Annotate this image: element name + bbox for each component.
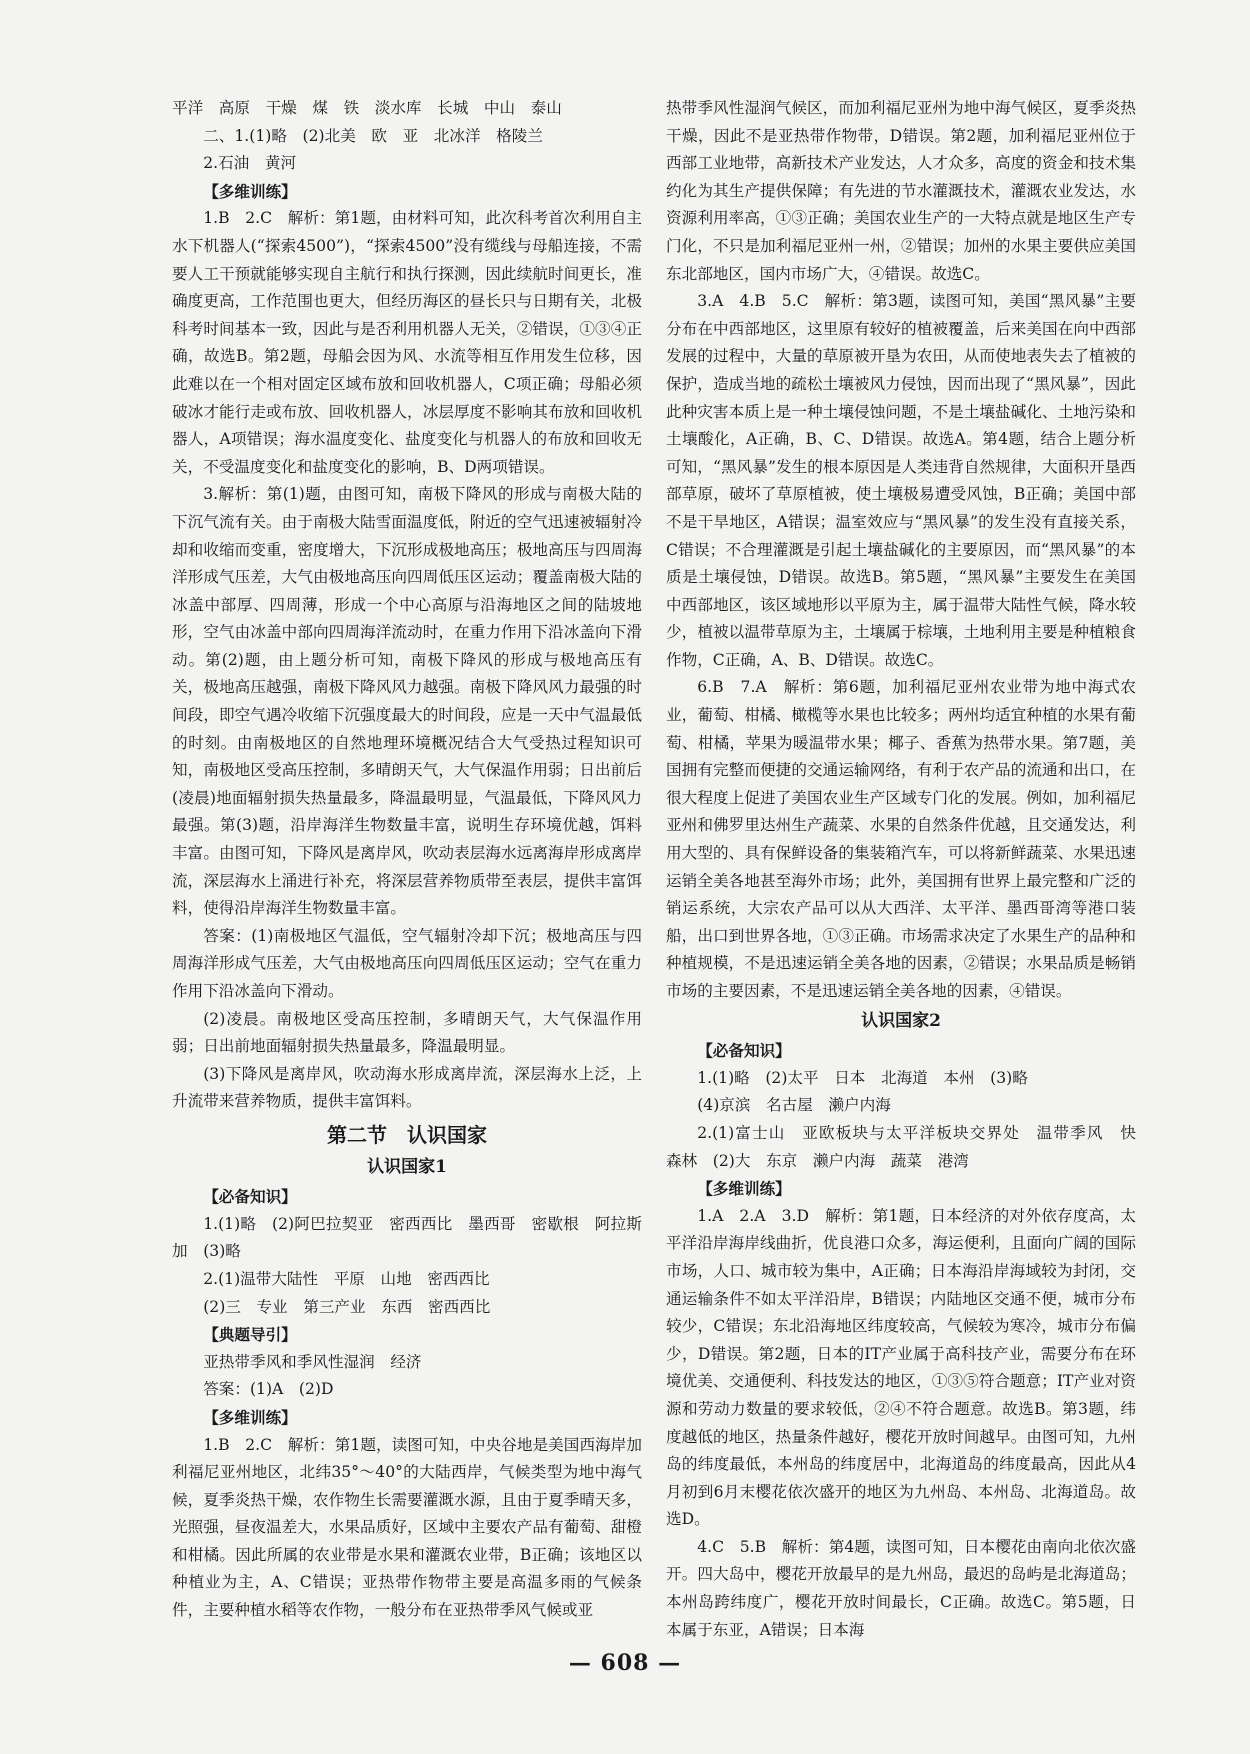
page-number: — 608 — — [568, 1650, 682, 1676]
section-heading: 第二节 认识国家 — [327, 1122, 487, 1147]
paragraph: 1.(1)略 (2)阿巴拉契亚 密西西比 墨西哥 密歇根 阿拉斯加 (3)略 — [172, 1214, 642, 1261]
paragraph: 6.B 7.A 解析：第6题，加利福尼亚州农业带为地中海式农业，葡萄、柑橘、橄榄等水果也比较多；两州均适宜种植的水果有葡萄、柑橘，苹果为暖温带水果；椰子、香蕉为热带水果。第7题，美国拥有完整而便捷的交通运输网络，有利于农产品的流通和出口，在很大程度上促进了美国农业生产区域专门化的发展。例如，加利福尼亚州和佛罗里达州生产蔬菜、水果的自然条件优越，且交通发达，利用大型的、具有保鲜设备的集装箱汽车，可以将新鲜蔬菜、水果迅速运销全美各地甚至海外市场；此外，美国拥有世界上最完整和广泛的销运系统，大宗农产品可以从大西洋、太平洋、墨西哥湾等港口装船，出口到世界各地，①③正确。市场需求决定了水果生产的品种和种植规模，不是迅速运销全美各地的因素，②错误；水果品质是畅销市场的主要因素，不是迅速运销全美各地的因素，④错误。 — [666, 678, 1136, 1000]
section-tag: 【多维训练】 — [203, 1407, 297, 1427]
right-column — [666, 95, 1152, 1644]
paragraph: (2)三 专业 第三产业 东西 密西西比 — [203, 1297, 491, 1316]
answer-paragraph: 答案：(1)南极地区气温低，空气辐射冷却下沉；极地高压与四周海洋形成气压差，大气由极地高压向四周低压区运动；空气在重力作用下沿冰盖向下滑动。 — [172, 926, 642, 1000]
paragraph: 3.A 4.B 5.C 解析：第3题，读图可知，美国“黑风暴”主要分布在中西部地区，这里原有较好的植被覆盖，后来美国在向中西部发展的过程中，大量的草原被开垦为农田，从而使地表失去了植被的保护，造成当地的疏松土壤被风力侵蚀，因而出现了“黑风暴”，因此此种灾害本质上是一种土壤侵蚀问题，不是土壤盐碱化、土地污染和土壤酸化，A正确，B、C、D错误。故选A。第4题，结合上题分析可知，“黑风暴”发生的根本原因是人类违背自然规律，大面积开垦西部草原，破坏了草原植被，使土壤极易遭受风蚀，B正确；美国中部不是干旱地区，A错误；温室效应与“黑风暴”的发生没有直接关系，C错误；不合理灌溉是引起土壤盐碱化的主要原因，而“黑风暴”的本质是土壤侵蚀，D错误。故选B。第5题，“黑风暴”主要发生在美国中西部地区，该区域地形以平原为主，属于温带大陆性气候，降水较少，植被以温带草原为主，土壤属于棕壤，土地利用主要是种植粮食作物，C正确，A、B、D错误。故选C。 — [666, 292, 1136, 669]
paragraph: 1.B 2.C 解析：第1题，读图可知，中央谷地是美国西海岸加利福尼亚州地区，北纬35°～40°的大陆西岸，气候类型为地中海气候，夏季炎热干燥，农作物生长需要灌溉水源，且由于夏季晴天多，光照强，昼夜温差大，水果品质好，区域中主要农产品有葡萄、甜橙和柑橘。因此所属的农业带是水果和灌溉农业带，B正确；该地区以种植业为主，A、C错误；亚热带作物带主要是高温多雨的气候条件，主要种植水稻等农作物，一般分布在亚热带季风气候或亚 — [172, 1435, 642, 1620]
section-tag: 【必备知识】 — [697, 1041, 791, 1061]
answer-paragraph: 答案：(1)A (2)D — [203, 1380, 334, 1399]
paragraph: (2)凌晨。南极地区受高压控制，多晴朗天气，大气保温作用弱；日出前地面辐射损失热量最多，降温最明显。 — [172, 1009, 642, 1056]
paragraph: 亚热带季风和季风性湿润 经济 — [203, 1352, 422, 1371]
paragraph: 1.A 2.A 3.D 解析：第1题，日本经济的对外依存度高，太平洋沿岸海岸线曲折，优良港口众多，海运便利，且面向广阔的国际市场，人口、城市较为集中，A正确；日本海沿岸海域较为封闭，交通运输条件不如太平洋沿岸，B错误；内陆地区交通不便，城市分布较少，C错误；东北沿海地区纬度较高，气候较为寒冷，城市分布偏少，D错误。第2题，日本的IT产业属于高科技产业，需要分布在环境优美、交通便利、科技发达的地区，①③⑤符合题意；IT产业对资源和劳动力数量的要求较低，②④不符合题意。故选B。第3题，纬度越低的地区，热量条件越好，樱花开放时间越早。由图可知，九州岛的纬度最低，本州岛的纬度居中，北海道岛的纬度最高，因此从4月初到6月末樱花依次盛开的地区为九州岛、本州岛、北海道岛。故选D。 — [666, 1206, 1136, 1529]
section-tag: 【典题导引】 — [203, 1325, 297, 1345]
left-column — [172, 95, 642, 1625]
paragraph: 热带季风性湿润气候区，而加利福尼亚州为地中海气候区，夏季炎热干燥，因此不是亚热带作物带，D错误。第2题，加利福尼亚州位于西部工业地带，高新技术产业发达，人才众多，高度的资金和技术集约化为其生产提供保障；有先进的节水灌溉技术，灌溉农业发达，水资源利用率高，①③正确；美国农业生产的一大特点就是地区生产专门化，不只是加利福尼亚州一州，②错误；加州的水果主要供应美国东北部地区，国内市场广大，④错误。故选C。 — [666, 99, 1136, 283]
paragraph: 平洋 高原 干燥 煤 铁 淡水库 长城 中山 泰山 — [172, 99, 562, 117]
paragraph: (3)下降风是离岸风，吹动海水形成离岸流，深层海水上泛，上升流带来营养物质，提供丰富饵料。 — [172, 1064, 642, 1111]
section-tag: 【必备知识】 — [203, 1187, 297, 1207]
subsection-heading: 认识国家2 — [861, 1010, 941, 1031]
paragraph: 二、1.(1)略 (2)北美 欧 亚 北冰洋 格陵兰 — [203, 126, 543, 145]
paragraph: 2.石油 黄河 — [203, 154, 297, 173]
paragraph: (4)京滨 名古屋 濑户内海 — [697, 1096, 891, 1115]
paragraph: 2.(1)温带大陆性 平原 山地 密西西比 — [203, 1269, 490, 1288]
section-tag: 【多维训练】 — [697, 1179, 791, 1199]
paragraph: 1.(1)略 (2)太平 日本 北海道 本州 (3)略 — [697, 1068, 1028, 1087]
paragraph: 3.解析：第(1)题，由图可知，南极下降风的形成与南极大陆的下沉气流有关。由于南极大陆雪面温度低，附近的空气迅速被辐射冷却和收缩而变重，密度增大，下沉形成极地高压；极地高压与四周海洋形成气压差，大气由极地高压向四周低压区运动；覆盖南极大陆的冰盖中部厚、四周薄，形成一个中心高原与沿海地区之间的陆坡地形，空气由冰盖中部向四周海洋流动时，在重力作用下沿冰盖向下滑动。第(2)题，由上题分析可知，南极下降风的形成与极地高压有关，极地高压越强，南极下降风风力越强。南极下降风风力最强的时间段，即空气遇冷收缩下沉强度最大的时间段，应是一天中气温最低的时刻。由南极地区的自然地理环境概况结合大气受热过程知识可知，南极地区受高压控制，多晴朗天气，大气保温作用弱；日出前后(凌晨)地面辐射损失热量最多，降温最明显，气温最低，下降风风力最强。第(3)题，沿岸海洋生物数量丰富，说明生存环境优越，饵料丰富。由图可知，下降风是离岸风，吹动表层海水远离海岸形成离岸流，深层海水上涌进行补充，将深层营养物质带至表层，提供丰富饵料，使得沿岸海洋生物数量丰富。 — [172, 485, 642, 918]
paragraph: 4.C 5.B 解析：第4题，读图可知，日本樱花由南向北依次盛开。四大岛中，樱花开放最早的是九州岛，最迟的岛屿是北海道岛；本州岛跨纬度广，樱花开放时间最长，C正确。故选C。第5题，日本属于东亚，A错误；日本海 — [666, 1537, 1136, 1639]
paragraph: 2.(1)富士山 亚欧板块与太平洋板块交界处 温带季风 快 森林 (2)大 东京 濑户内海 蔬菜 港湾 — [666, 1123, 1152, 1170]
section-tag: 【多维训练】 — [203, 181, 297, 201]
paragraph: 1.B 2.C 解析：第1题，由材料可知，此次科考首次利用自主水下机器人(“探索4500”)，“探索4500”没有缆线与母船连接，不需要人工干预就能够实现自主航行和执行探测，因此续航时间更长，准确度更高，工作范围也更大，但经历海区的昼长只与日期有关，北极科考时间基本一致，因此与是否利用机器人无关，②错误，①③④正确，故选B。第2题，母船会因为风、水流等相互作用发生位移，因此难以在一个相对固定区域布放和回收机器人，C项正确；母船必须破冰才能行走或布放、回收机器人，冰层厚度不影响其布放和回收机器人，A项错误；海水温度变化、盐度变化与机器人的布放和回收无关，不受温度变化和盐度变化的影响，B、D两项错误。 — [172, 209, 642, 476]
subsection-heading: 认识国家1 — [367, 1156, 447, 1177]
